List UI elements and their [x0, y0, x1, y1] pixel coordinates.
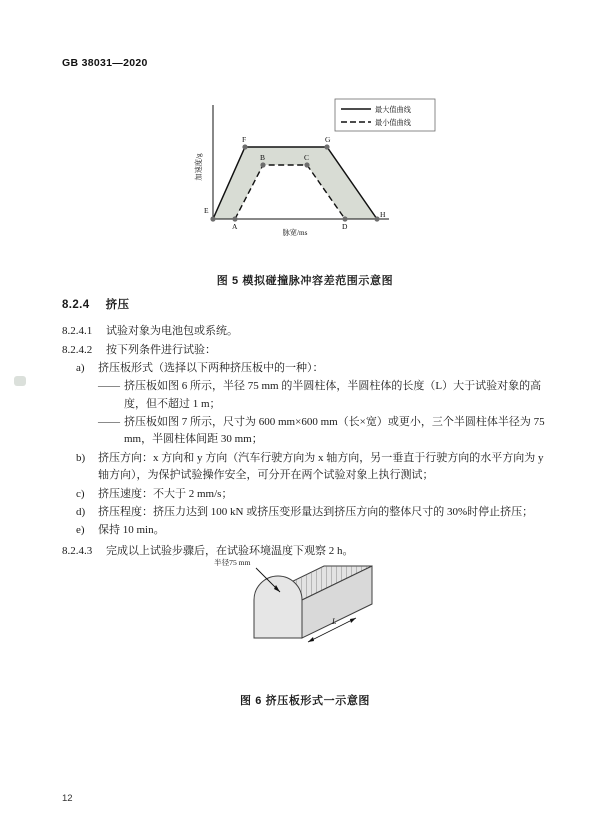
- list-item-text: 挤压程度：挤压力达到 100 kN 或挤压变形量达到挤压方向的整体尺寸的 30%时停止挤压；: [98, 505, 534, 518]
- list-item: [62, 504, 548, 521]
- figure-6-diagram: [196, 556, 432, 682]
- section-heading: [62, 296, 548, 314]
- list-item-text: 挤压板如图 6 所示，半径 75 mm 的半圆柱体，半圆柱体的长度（L）大于试验对象的高度，但不超过 1 m；: [124, 380, 542, 410]
- svg-text:B: B: [260, 153, 266, 162]
- paragraph-text: 试验对象为电池包或系统。: [106, 325, 238, 338]
- section-number: 8.2.4: [62, 299, 90, 311]
- paragraph-number: 8.2.4.2: [62, 343, 93, 356]
- document-body: [62, 296, 548, 561]
- svg-text:C: C: [304, 153, 310, 162]
- list-item-text: 保持 10 min。: [98, 524, 165, 537]
- paragraph-8-2-4-2: [62, 342, 548, 359]
- svg-text:D: D: [342, 222, 348, 231]
- list-item: [62, 486, 548, 503]
- figure-5-x-axis-label: 脉宽/ms: [282, 229, 308, 237]
- list-item-text: 挤压板形式（选择以下两种挤压板中的一种）：: [98, 361, 324, 374]
- sub-list: [98, 378, 548, 449]
- figure-5-caption: 图 5 模拟碰撞脉冲容差范围示意图: [216, 275, 394, 287]
- page-number: 12: [62, 793, 73, 804]
- legend-label-min: 最小值曲线: [375, 118, 411, 127]
- svg-text:E: E: [204, 206, 209, 215]
- list-item-marker: c): [76, 487, 85, 500]
- figure-6-length-label: L: [332, 617, 337, 626]
- list-item: [98, 414, 548, 449]
- section-title: 挤压: [105, 299, 130, 311]
- figure-5-y-axis-label: 加速度/g: [195, 153, 203, 181]
- svg-text:F: F: [242, 135, 247, 144]
- list-item-marker: e): [76, 524, 85, 537]
- margin-mark: [14, 376, 26, 386]
- conditions-list: [62, 360, 548, 540]
- list-item: [62, 522, 548, 539]
- page-header-standard-id: GB 38031—2020: [62, 57, 148, 69]
- list-item: [62, 360, 548, 449]
- list-item-text: 挤压速度：不大于 2 mm/s；: [98, 487, 233, 500]
- list-item-marker: d): [76, 505, 86, 518]
- figure-5-chart: [175, 95, 440, 260]
- paragraph-text: 完成以上试验步骤后，在试验环境温度下观察 2 h。: [106, 544, 354, 557]
- list-item-marker: a): [76, 361, 85, 374]
- list-item-text: 挤压板如图 7 所示，尺寸为 600 mm×600 mm（长×宽）或更小，三个半圆柱体半径为 75 mm，半圆柱体间距 30 mm；: [124, 416, 545, 446]
- svg-text:A: A: [232, 222, 238, 231]
- paragraph-text: 按下列条件进行试验：: [106, 343, 216, 356]
- paragraph-number: 8.2.4.1: [62, 325, 93, 338]
- svg-text:G: G: [325, 135, 331, 144]
- figure-6-radius-label: 半径75 mm: [214, 558, 251, 567]
- paragraph-number: 8.2.4.3: [62, 544, 93, 557]
- figure-6-caption: 图 6 挤压板形式一示意图: [239, 695, 371, 707]
- list-item-text: 挤压方向：x 方向和 y 方向（汽车行驶方向为 x 轴方向，另一垂直于行驶方向的水平方向为 y 轴方向），为保护试验操作安全，可分开在两个试验对象上执行测试；: [98, 451, 544, 482]
- paragraph-8-2-4-1: [62, 323, 548, 340]
- list-item-marker: b): [76, 451, 86, 464]
- svg-text:H: H: [380, 210, 386, 219]
- list-item: [62, 450, 548, 485]
- list-item: [98, 378, 548, 413]
- dash-marker: ——: [98, 416, 120, 429]
- legend-label-max: 最大值曲线: [375, 105, 411, 114]
- dash-marker: ——: [98, 380, 120, 393]
